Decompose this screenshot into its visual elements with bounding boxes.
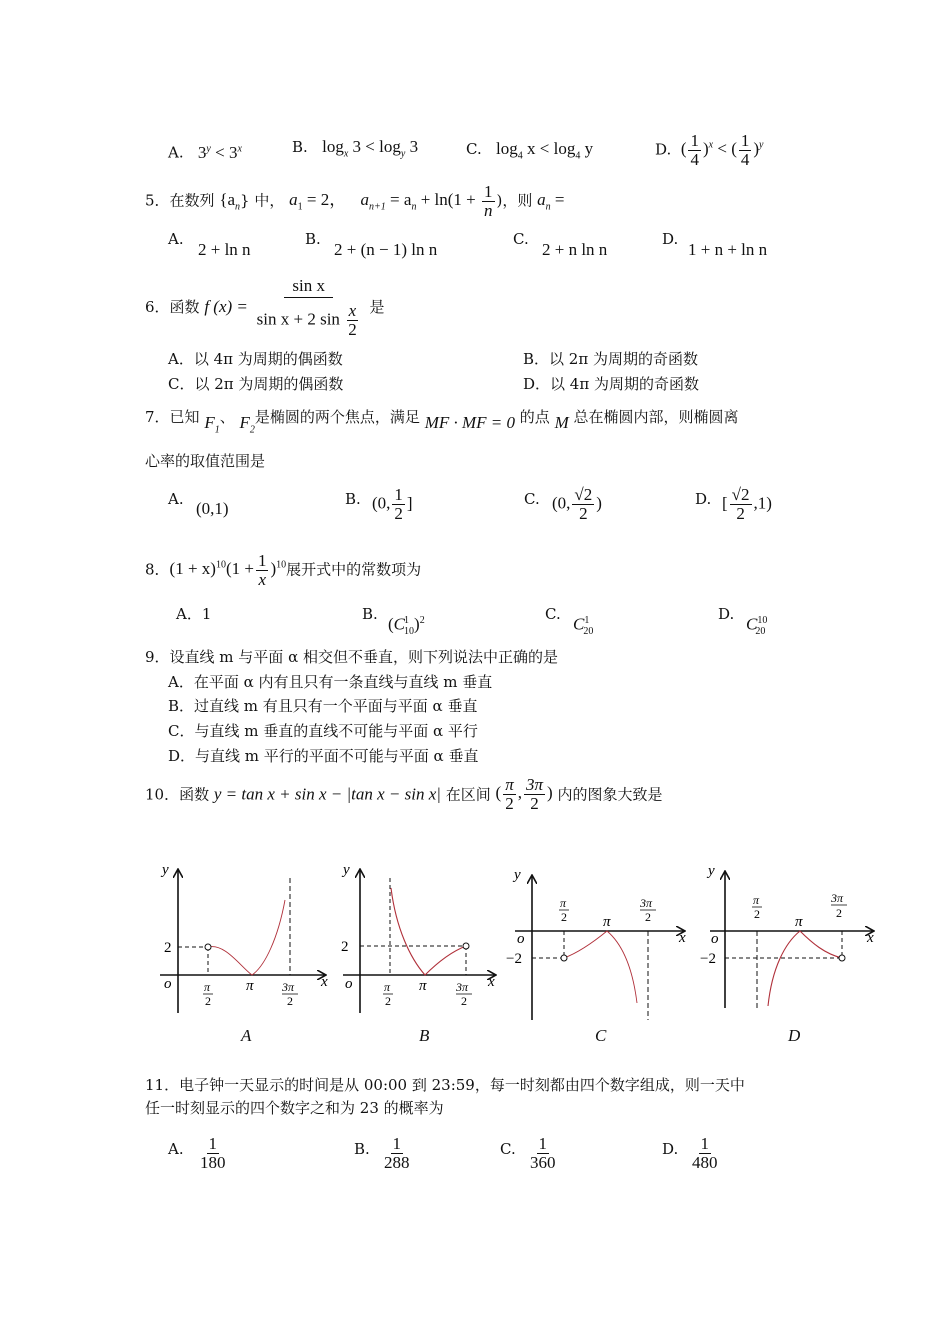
q11-stem-line2: 任一时刻显示的四个数字之和为 23 的概率为 [145,1099,444,1117]
q7-option-d: D. [695,490,712,508]
q11-option-d: D. [662,1140,679,1158]
q7-option-c-value: (0, $\frac{√2}{2}$ ) [552,485,602,523]
q6-option-c: C．以 2π 为周期的偶函数 [168,375,344,393]
q5-option-a-value: 2 + ln n [198,240,251,259]
q11-option-b-value: $\frac{1}{288}$ [384,1134,410,1172]
svg-text:π: π [246,978,254,994]
q5-option-a: A. [168,230,184,248]
graph-c-label: C [595,1026,607,1045]
svg-text:π: π [204,980,211,994]
q4-option-a: A. $3^y < 3^x$ [168,142,242,162]
q4-option-c: C. $\log_4 x < \log_4 y$ [466,139,594,162]
q11-stem-line1: 11．电子钟一天显示的时间是从 00:00 到 23:59，每一时刻都由四个数字组成，则一天中 [145,1076,745,1094]
q8-option-c-value: $C^1_{20}$ [573,614,594,638]
graph-b-label: B [419,1026,430,1045]
q8-option-d: D. [718,605,735,623]
svg-text:o: o [345,976,353,992]
q8-option-c: C. [545,605,561,623]
svg-text:2: 2 [645,910,651,924]
svg-text:y: y [343,862,350,878]
q7-option-d-value: [ $\frac{√2}{2}$ ,1) [722,485,772,523]
q8-stem: 8．$(1 + x)^{10}(1$ + $\frac{1}{x}$ )$^{10}$展开式中的常数项为 [145,551,422,589]
graph-d [700,863,874,1008]
q6-option-a: A．以 4π 为周期的偶函数 [168,350,343,368]
svg-text:2: 2 [385,994,391,1008]
q9-stem: 9．设直线 m 与平面 α 相交但不垂直，则下列说法中正确的是 [145,648,558,666]
q8-option-b: B. [362,605,378,623]
q5-option-d-value: 1 + n + ln n [688,240,768,259]
graph-b-curve [391,888,466,975]
q9-option-c: C．与直线 m 垂直的直线不可能与平面 α 平行 [168,722,478,740]
q5-option-c: C. [513,230,529,248]
svg-text:y: y [708,863,715,879]
graph-c-curve [564,931,637,1003]
svg-text:π: π [603,914,611,930]
q11-option-a: A. [168,1140,184,1158]
graph-b [341,862,495,1013]
q7-option-b-value: (0, $\frac{1}{2}$ ] [372,485,413,523]
svg-text:2: 2 [754,907,760,921]
svg-text:x: x [679,930,686,946]
q11-option-d-value: $\frac{1}{480}$ [692,1134,718,1172]
q4-option-d: D. ( $\frac{1}{4}$ )$^x$ < ( $\frac{1}{4}$ )$^y$ [655,131,764,169]
q11-option-a-value: $\frac{1}{180}$ [200,1134,226,1172]
q8-option-a: A．1 [176,605,212,623]
svg-text:π: π [753,893,760,907]
svg-text:2: 2 [341,939,349,955]
q4-option-b: B. $\log_x 3 < \log_y 3$ [292,137,419,160]
q11-option-b: B. [354,1140,370,1158]
q7-stem-line1: 7．已知 $F_1$、 $F_2$是椭圆的两个焦点，满足 MF · MF = 0 的点 M 总在椭圆内部，则椭圆离 [145,408,739,436]
svg-text:o: o [517,931,525,947]
svg-text:x: x [867,930,874,946]
svg-text:3π: 3π [456,980,469,994]
svg-text:o: o [711,931,719,947]
svg-text:x: x [488,974,495,990]
svg-text:2: 2 [461,994,467,1008]
graph-a-curve [208,900,285,975]
q5-option-b-value: 2 + (n − 1) ln n [334,240,438,259]
svg-text:2: 2 [164,940,172,956]
q6-option-b: B．以 2π 为周期的奇函数 [523,350,698,368]
q6-option-d: D．以 4π 为周期的奇函数 [523,375,699,393]
svg-text:−2: −2 [700,951,716,967]
q8-option-d-value: $C^{10}_{20}$ [746,614,768,638]
svg-text:π: π [419,978,427,994]
q9-option-d: D．与直线 m 平行的平面不可能与平面 α 垂直 [168,747,479,765]
svg-text:2: 2 [287,994,293,1008]
q5-option-c-value: 2 + n ln n [542,240,608,259]
q11-option-c-value: $\frac{1}{360}$ [530,1134,556,1172]
q7-option-b: B. [345,490,361,508]
svg-text:−2: −2 [506,951,522,967]
svg-text:2: 2 [205,994,211,1008]
q7-option-c: C. [524,490,540,508]
q7-option-a-value: (0,1) [196,499,229,518]
q7-option-a: A. [168,490,184,508]
svg-text:π: π [795,914,803,930]
q8-option-b-value: $(C^1_{10})^2$ [388,614,425,638]
svg-text:2: 2 [561,910,567,924]
svg-text:2: 2 [836,906,842,920]
svg-text:3π: 3π [831,891,844,905]
graph-d-label: D [788,1026,801,1045]
graph-a-y-label: y [162,862,169,878]
q5-option-d: D. [662,230,679,248]
graph-c [506,867,686,1020]
q7-stem-line2: 心率的取值范围是 [145,452,266,470]
graph-a [160,862,328,1013]
svg-text:π: π [384,980,391,994]
q9-option-b: B．过直线 m 有且只有一个平面与平面 α 垂直 [168,697,478,715]
svg-text:3π: 3π [640,896,653,910]
q10-graphs [0,848,950,1048]
svg-text:x: x [321,974,328,990]
q10-stem: 10．函数 y = tan x + sin x − |tan x − sin x| 在区间 ( $\frac{\pi}{2}$ , $\frac{3\pi}{2}$ ) 内的图象大致是 [145,775,663,813]
q11-option-c: C. [500,1140,516,1158]
graph-a-label: A [241,1026,252,1045]
svg-text:3π: 3π [282,980,295,994]
svg-text:o: o [164,976,172,992]
svg-text:y: y [514,867,521,883]
svg-text:π: π [560,896,567,910]
q6-stem: 6．函数 f (x) = sin x sin x + 2 sin $\frac{x}{2}$ 是 [145,276,385,339]
q5-stem: 5．在数列 $\{a_n\}$ 中， $a_1 = 2$， $a_{n+1} = a_n + \ln(1$ + $\frac{1}{n}$ )，则 $a_n$ = [145,182,565,220]
q9-option-a: A．在平面 α 内有且只有一条直线与直线 m 垂直 [168,673,493,691]
graph-d-curve [768,931,842,1006]
q5-option-b: B. [305,230,321,248]
